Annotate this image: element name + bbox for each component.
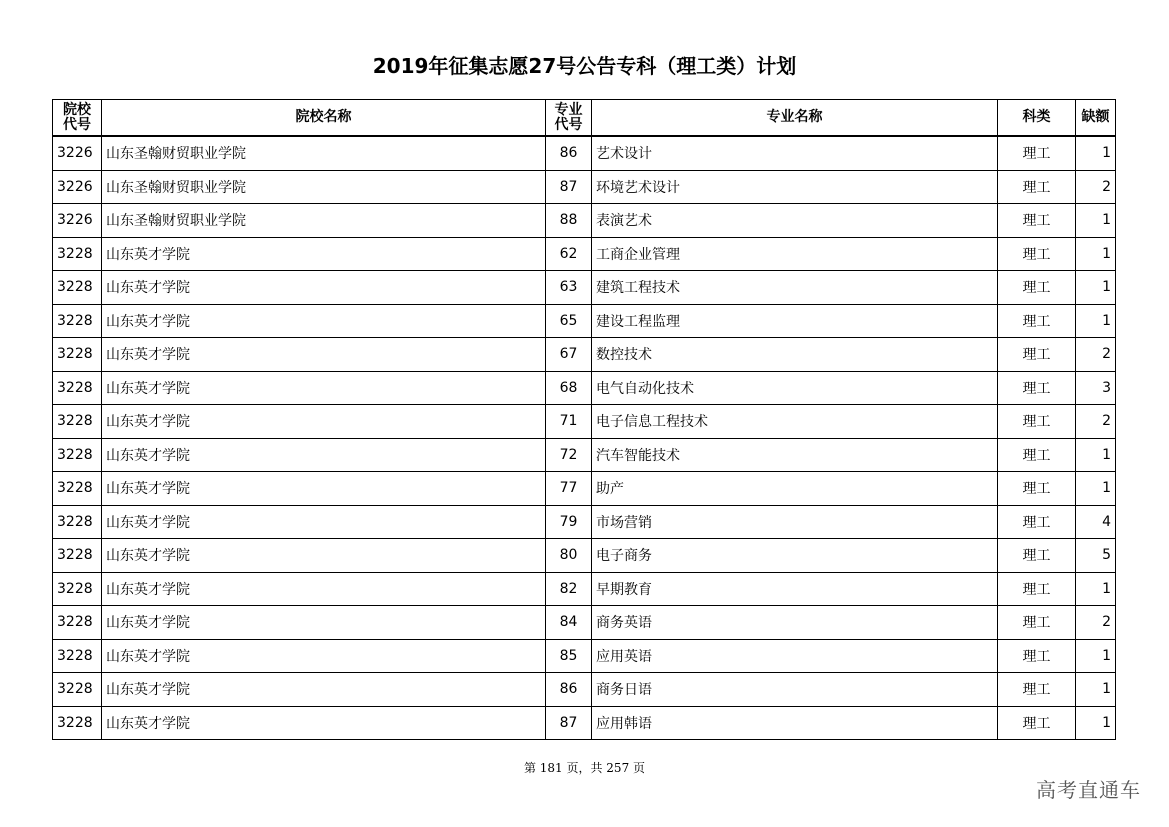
header-school-name: 院校名称 bbox=[102, 100, 546, 137]
cell-school-code: 3226 bbox=[53, 204, 102, 238]
cell-vacancies: 2 bbox=[1076, 606, 1116, 640]
cell-major-name: 环境艺术设计 bbox=[592, 170, 998, 204]
cell-major-name: 电子信息工程技术 bbox=[592, 405, 998, 439]
plan-table bbox=[52, 99, 1116, 740]
cell-school-name: 山东英才学院 bbox=[102, 472, 546, 506]
cell-major-name: 电气自动化技术 bbox=[592, 371, 998, 405]
cell-school-code: 3228 bbox=[53, 271, 102, 305]
table-row bbox=[53, 572, 1116, 606]
cell-vacancies: 1 bbox=[1076, 572, 1116, 606]
cell-school-code: 3228 bbox=[53, 405, 102, 439]
cell-category: 理工 bbox=[998, 204, 1076, 238]
cell-vacancies: 1 bbox=[1076, 204, 1116, 238]
cell-school-name: 山东英才学院 bbox=[102, 706, 546, 740]
table-row bbox=[53, 338, 1116, 372]
cell-category: 理工 bbox=[998, 539, 1076, 573]
cell-category: 理工 bbox=[998, 371, 1076, 405]
cell-school-name: 山东英才学院 bbox=[102, 304, 546, 338]
cell-category: 理工 bbox=[998, 136, 1076, 170]
table-row bbox=[53, 170, 1116, 204]
cell-school-name: 山东英才学院 bbox=[102, 405, 546, 439]
cell-vacancies: 1 bbox=[1076, 136, 1116, 170]
cell-major-name: 建筑工程技术 bbox=[592, 271, 998, 305]
header-major-name: 专业名称 bbox=[592, 100, 998, 137]
cell-major-name: 建设工程监理 bbox=[592, 304, 998, 338]
cell-category: 理工 bbox=[998, 472, 1076, 506]
cell-school-name: 山东英才学院 bbox=[102, 539, 546, 573]
table-row bbox=[53, 237, 1116, 271]
table-row bbox=[53, 136, 1116, 170]
cell-major-code: 71 bbox=[546, 405, 592, 439]
cell-vacancies: 1 bbox=[1076, 706, 1116, 740]
cell-school-name: 山东圣翰财贸职业学院 bbox=[102, 136, 546, 170]
table-row bbox=[53, 673, 1116, 707]
cell-school-code: 3228 bbox=[53, 304, 102, 338]
table-row bbox=[53, 371, 1116, 405]
cell-major-code: 62 bbox=[546, 237, 592, 271]
table-row bbox=[53, 539, 1116, 573]
page-title: 2019年征集志愿27号公告专科（理工类）计划 bbox=[372, 54, 797, 78]
cell-major-name: 商务日语 bbox=[592, 673, 998, 707]
cell-major-name: 艺术设计 bbox=[592, 136, 998, 170]
cell-school-code: 3228 bbox=[53, 472, 102, 506]
cell-school-name: 山东英才学院 bbox=[102, 237, 546, 271]
cell-major-code: 82 bbox=[546, 572, 592, 606]
cell-major-code: 67 bbox=[546, 338, 592, 372]
table-row bbox=[53, 505, 1116, 539]
header-vacancies: 缺额 bbox=[1076, 100, 1116, 137]
cell-vacancies: 5 bbox=[1076, 539, 1116, 573]
cell-major-code: 80 bbox=[546, 539, 592, 573]
cell-major-name: 商务英语 bbox=[592, 606, 998, 640]
cell-category: 理工 bbox=[998, 338, 1076, 372]
cell-vacancies: 2 bbox=[1076, 405, 1116, 439]
cell-major-code: 72 bbox=[546, 438, 592, 472]
cell-major-code: 79 bbox=[546, 505, 592, 539]
cell-major-code: 65 bbox=[546, 304, 592, 338]
page-number: 第 181 页，共 257 页 bbox=[523, 761, 646, 775]
table-row bbox=[53, 706, 1116, 740]
cell-school-code: 3228 bbox=[53, 438, 102, 472]
table-row bbox=[53, 438, 1116, 472]
cell-vacancies: 1 bbox=[1076, 438, 1116, 472]
cell-school-code: 3226 bbox=[53, 170, 102, 204]
cell-major-code: 85 bbox=[546, 639, 592, 673]
cell-school-code: 3228 bbox=[53, 237, 102, 271]
cell-school-code: 3228 bbox=[53, 539, 102, 573]
cell-major-name: 电子商务 bbox=[592, 539, 998, 573]
cell-school-name: 山东英才学院 bbox=[102, 371, 546, 405]
cell-category: 理工 bbox=[998, 271, 1076, 305]
cell-school-code: 3228 bbox=[53, 371, 102, 405]
cell-major-code: 86 bbox=[546, 136, 592, 170]
cell-category: 理工 bbox=[998, 405, 1076, 439]
cell-category: 理工 bbox=[998, 572, 1076, 606]
table-row bbox=[53, 606, 1116, 640]
cell-major-code: 88 bbox=[546, 204, 592, 238]
cell-major-code: 87 bbox=[546, 170, 592, 204]
cell-major-name: 应用英语 bbox=[592, 639, 998, 673]
cell-major-name: 表演艺术 bbox=[592, 204, 998, 238]
cell-major-name: 早期教育 bbox=[592, 572, 998, 606]
cell-major-code: 86 bbox=[546, 673, 592, 707]
cell-category: 理工 bbox=[998, 639, 1076, 673]
cell-major-name: 汽车智能技术 bbox=[592, 438, 998, 472]
cell-category: 理工 bbox=[998, 606, 1076, 640]
cell-vacancies: 1 bbox=[1076, 472, 1116, 506]
cell-school-code: 3228 bbox=[53, 673, 102, 707]
cell-major-code: 68 bbox=[546, 371, 592, 405]
cell-category: 理工 bbox=[998, 438, 1076, 472]
cell-major-name: 市场营销 bbox=[592, 505, 998, 539]
cell-vacancies: 1 bbox=[1076, 271, 1116, 305]
cell-school-name: 山东英才学院 bbox=[102, 438, 546, 472]
header-school-code: 院校代号 bbox=[53, 100, 102, 137]
table-row bbox=[53, 204, 1116, 238]
cell-school-name: 山东圣翰财贸职业学院 bbox=[102, 170, 546, 204]
cell-school-name: 山东英才学院 bbox=[102, 639, 546, 673]
cell-school-code: 3228 bbox=[53, 706, 102, 740]
cell-school-name: 山东英才学院 bbox=[102, 271, 546, 305]
cell-school-name: 山东英才学院 bbox=[102, 338, 546, 372]
cell-major-code: 77 bbox=[546, 472, 592, 506]
cell-major-code: 87 bbox=[546, 706, 592, 740]
cell-school-code: 3228 bbox=[53, 639, 102, 673]
cell-vacancies: 4 bbox=[1076, 505, 1116, 539]
cell-school-name: 山东英才学院 bbox=[102, 505, 546, 539]
cell-category: 理工 bbox=[998, 505, 1076, 539]
cell-vacancies: 2 bbox=[1076, 170, 1116, 204]
watermark: 高考直通车 bbox=[1036, 778, 1141, 802]
table-row bbox=[53, 405, 1116, 439]
cell-vacancies: 3 bbox=[1076, 371, 1116, 405]
cell-major-name: 助产 bbox=[592, 472, 998, 506]
cell-category: 理工 bbox=[998, 673, 1076, 707]
cell-school-name: 山东英才学院 bbox=[102, 673, 546, 707]
cell-school-name: 山东圣翰财贸职业学院 bbox=[102, 204, 546, 238]
cell-school-name: 山东英才学院 bbox=[102, 572, 546, 606]
cell-vacancies: 1 bbox=[1076, 673, 1116, 707]
cell-vacancies: 2 bbox=[1076, 338, 1116, 372]
cell-major-name: 工商企业管理 bbox=[592, 237, 998, 271]
cell-school-code: 3228 bbox=[53, 572, 102, 606]
table-row bbox=[53, 639, 1116, 673]
cell-vacancies: 1 bbox=[1076, 237, 1116, 271]
cell-category: 理工 bbox=[998, 706, 1076, 740]
table-row bbox=[53, 472, 1116, 506]
cell-vacancies: 1 bbox=[1076, 304, 1116, 338]
cell-category: 理工 bbox=[998, 170, 1076, 204]
cell-category: 理工 bbox=[998, 237, 1076, 271]
cell-major-code: 84 bbox=[546, 606, 592, 640]
cell-major-name: 数控技术 bbox=[592, 338, 998, 372]
cell-vacancies: 1 bbox=[1076, 639, 1116, 673]
table-row bbox=[53, 271, 1116, 305]
header-major-code: 专业代号 bbox=[546, 100, 592, 137]
cell-school-code: 3228 bbox=[53, 606, 102, 640]
cell-school-name: 山东英才学院 bbox=[102, 606, 546, 640]
cell-major-code: 63 bbox=[546, 271, 592, 305]
cell-major-name: 应用韩语 bbox=[592, 706, 998, 740]
table-header-row bbox=[53, 100, 1116, 137]
cell-school-code: 3228 bbox=[53, 505, 102, 539]
cell-school-code: 3226 bbox=[53, 136, 102, 170]
table-row bbox=[53, 304, 1116, 338]
cell-school-code: 3228 bbox=[53, 338, 102, 372]
cell-category: 理工 bbox=[998, 304, 1076, 338]
header-category: 科类 bbox=[998, 100, 1076, 137]
